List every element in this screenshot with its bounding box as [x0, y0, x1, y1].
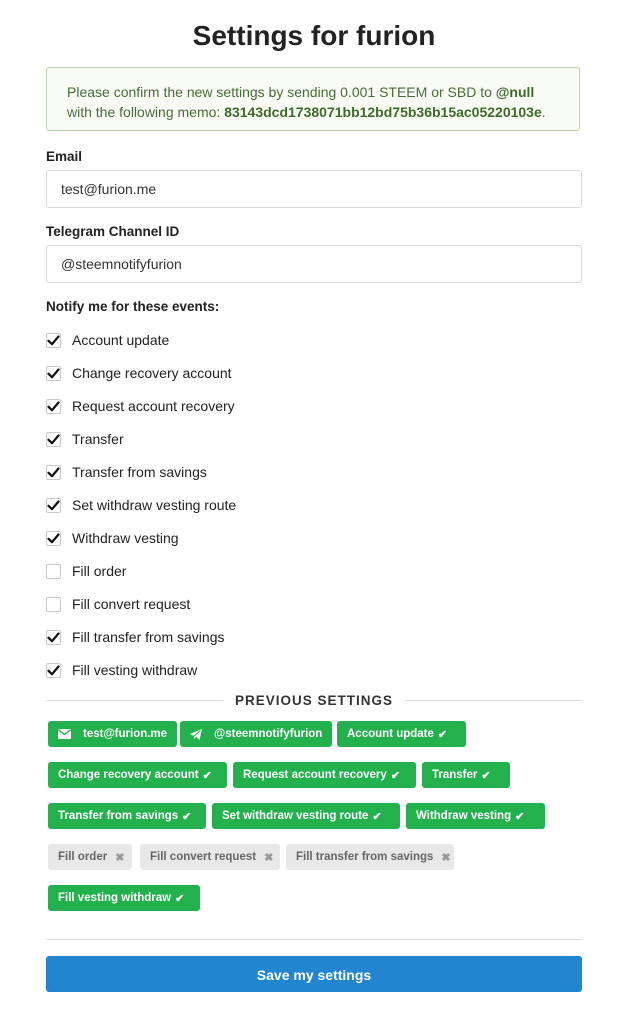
previous-setting-tag [48, 803, 206, 829]
event-checkbox[interactable] [46, 465, 61, 480]
events-heading: Notify me for these events: [46, 299, 220, 314]
event-checkbox[interactable] [46, 498, 61, 513]
envelope-icon [58, 729, 71, 739]
event-option[interactable] [46, 659, 197, 681]
previous-setting-label: Transfer [432, 769, 478, 781]
event-option[interactable] [46, 461, 207, 483]
event-label: Fill order [72, 563, 127, 579]
notice-text: Please confirm the new settings by sending 0.001 STEEM or SBD to [67, 84, 496, 100]
previous-setting-label: Set withdraw vesting route [222, 810, 369, 822]
null-account: @null [495, 84, 535, 100]
page-title: Settings for furion [192, 20, 436, 51]
cross-icon: ✖ [441, 851, 451, 864]
event-label: Fill transfer from savings [72, 629, 225, 645]
previous-setting-tag [286, 844, 454, 870]
previous-setting-tag [422, 762, 510, 788]
checkmark-icon [47, 367, 60, 380]
previous-telegram-tag [180, 721, 332, 747]
previous-setting-label: Fill vesting withdraw [58, 892, 172, 904]
event-option[interactable] [46, 593, 190, 615]
event-label: Set withdraw vesting route [72, 497, 237, 513]
previous-setting-tag [48, 885, 200, 911]
checkmark-icon [47, 532, 60, 545]
event-option[interactable] [46, 626, 224, 648]
check-icon: ✔ [515, 810, 525, 823]
event-label: Request account recovery [72, 398, 235, 414]
previous-email-tag [48, 721, 177, 747]
event-checkbox[interactable] [46, 564, 61, 579]
check-icon: ✔ [372, 810, 382, 823]
previous-settings-divider [46, 690, 582, 710]
notice-text-end: . [541, 104, 546, 120]
event-label: Transfer [72, 431, 124, 447]
event-label: Fill convert request [72, 596, 191, 612]
previous-setting-label: Fill order [58, 851, 108, 863]
cross-icon: ✖ [115, 851, 125, 864]
check-icon: ✔ [481, 769, 491, 782]
footer-divider [46, 939, 582, 940]
previous-email-text: test@furion.me [83, 728, 168, 740]
previous-setting-label: Fill convert request [150, 851, 257, 863]
event-checkbox[interactable] [46, 630, 61, 645]
checkmark-icon [47, 400, 60, 413]
telegram-label: Telegram Channel ID [46, 224, 180, 239]
memo-code: 83143dcd1738071bb12bd75b36b15ac05220103e [224, 104, 542, 120]
event-label: Fill vesting withdraw [72, 662, 198, 678]
previous-setting-tag [140, 844, 280, 870]
previous-setting-label: Request account recovery [243, 769, 387, 781]
telegram-channel-field[interactable] [46, 245, 582, 283]
event-option[interactable] [46, 428, 124, 450]
previous-settings-heading: PREVIOUS SETTINGS [234, 692, 394, 708]
event-checkbox[interactable] [46, 432, 61, 447]
checkmark-icon [47, 664, 60, 677]
checkmark-icon [47, 433, 60, 446]
event-label: Account update [72, 332, 170, 348]
divider-line-left [46, 700, 223, 701]
event-checkbox[interactable] [46, 366, 61, 381]
save-settings-button[interactable]: Save my settings [46, 956, 582, 992]
previous-setting-tag [233, 762, 416, 788]
event-checkbox[interactable] [46, 597, 61, 612]
event-label: Withdraw vesting [72, 530, 179, 546]
previous-setting-tag [48, 762, 227, 788]
previous-telegram-text: @steemnotifyfurion [214, 728, 323, 740]
previous-setting-label: Transfer from savings [58, 810, 179, 822]
previous-setting-label: Change recovery account [58, 769, 199, 781]
check-icon: ✔ [202, 769, 212, 782]
event-label: Transfer from savings [72, 464, 207, 480]
previous-setting-label: Withdraw vesting [416, 810, 512, 822]
previous-setting-tag [48, 844, 132, 870]
check-icon: ✔ [390, 769, 401, 782]
email-field[interactable] [46, 170, 582, 208]
cross-icon: ✖ [264, 851, 274, 864]
checkmark-icon [47, 631, 60, 644]
previous-setting-tag [212, 803, 400, 829]
checkmark-icon [47, 466, 60, 479]
event-checkbox[interactable] [46, 663, 61, 678]
event-checkbox[interactable] [46, 399, 61, 414]
previous-setting-tag [337, 721, 466, 747]
telegram-plane-icon [190, 729, 202, 740]
check-icon: ✔ [182, 810, 192, 823]
previous-setting-label: Fill transfer from savings [296, 851, 434, 863]
email-label: Email [46, 149, 83, 164]
check-icon: ✔ [437, 728, 448, 741]
event-checkbox[interactable] [46, 531, 61, 546]
event-option[interactable] [46, 329, 169, 351]
checkmark-icon [47, 499, 60, 512]
event-option[interactable] [46, 527, 179, 549]
event-option[interactable] [46, 560, 126, 582]
divider-line-right [405, 700, 582, 701]
checkmark-icon [47, 334, 60, 347]
notice-text-2: with the following memo: [67, 104, 225, 120]
previous-setting-tag [406, 803, 545, 829]
event-label: Change recovery account [72, 365, 232, 381]
event-checkbox[interactable] [46, 333, 61, 348]
event-option[interactable] [46, 494, 236, 516]
previous-setting-label: Account update [347, 728, 434, 740]
event-option[interactable] [46, 395, 235, 417]
check-icon: ✔ [175, 892, 185, 905]
event-option[interactable] [46, 362, 232, 384]
confirmation-notice [46, 67, 580, 131]
